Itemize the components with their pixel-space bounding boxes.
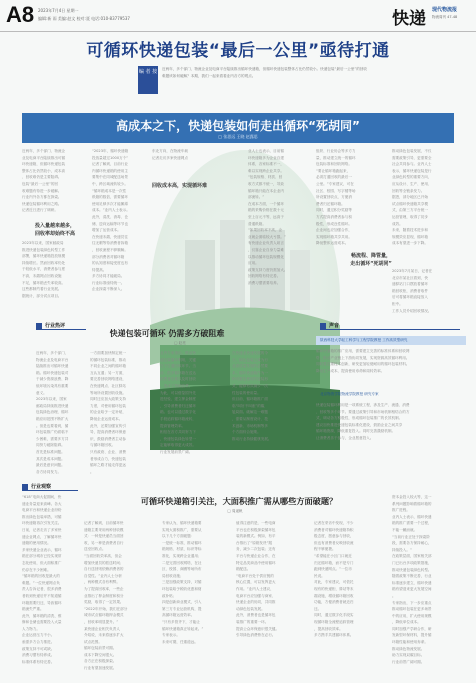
section-name: 快递 — [392, 9, 426, 29]
left-subhead: 投入量越来越多， 回收率却始终不高 — [34, 223, 75, 237]
issue-date: 2023年7月4日 星期一 — [38, 8, 79, 13]
middle-subhead: 回收成本高，实现循环难 — [152, 183, 208, 189]
voice-panel — [316, 330, 466, 485]
page-headline: 可循环快递包装“最后一公里”亟待打通 — [86, 41, 390, 61]
commentary-col-2: 一方面要加快制定统一 的循环包装标准，推动 不同企业之间的循环箱 互认互通；另一方面， 要完善回收网络建设， 在快递网点、社区驿站 等场所设置回收设施。 同时还应加大政策支持 力度，对使用循环包装 的企业给予一定补贴， 降低企业运营成本。 此外，还要加强宣传引 导，提高消费者环保意 识，鼓励消费者主动参 与循环箱回收。 只有政府、企业、消费 者形成合力，快递包装 循环之路才能走得更远 。 — [90, 351, 126, 474]
right-column-text-2: 2023年7月某日，记者在 北京市某社区看到，快 递驿站门口摆放着循环 箱回收柜，消费者取件 后可将循环箱直接放入 柜中。 工作人员介绍回收情况。 — [392, 269, 433, 313]
section-marker-icon — [36, 323, 42, 329]
commentary-col-4: 在快递业快速发展的今 天，绿色包装已成为行 业高质量发展的必然要 求。循环快递箱作为一 种可重复使用的包装形 式，能够有效减少一次 性包装的使用量。 但目前，循环箱推广面 临“叫好不叫座”的尴 尬局面。破解这一难题 ，需要从制度设计、技 术创新、市场机制等多 个方面综合施策。 推动行业持续健康发展。 — [232, 351, 272, 441]
watch-col-5: 记者在采访中发现，不少 消费者对循环快递箱持积 极态度，愿意参与回收， 但也有消费者反映回收流 程不够便捷。 “希望能在小区门口就近 归还循环箱，而不是专门 跑到快递网点。”一位市 民说。 对此，专家建议，可依托 现有的快递柜、驿站等末 端设施，增设循环箱回收 功能，方便消费者就近归 还。 同时，通过数字化手段实 现循环箱全流程追踪管理 ，提高回收效率。 多方携手共建循环体系。 — [314, 521, 354, 638]
watch-col-1: “618”电商大促期间，快 递业务量迎来高峰。各大 电商平台和快递企业纷纷 推出绿色包装举措，可循 环快递箱再次引发关注。 日前，记者走访了多家快 递企业网点，了解循环快 递箱的使用情况。 多家快递企业表示，循环 箱在部分城市已经实现常 态化使用，但大面积推广 仍存在不少困难。 “循环箱的回收是最大的 难题。”一位快递网点负 责人告诉记者，很多消费 者收到快递后并不知道循 环箱需要归还，导致循环 箱流失严重。 此外，循环箱的清洗、维 修和仓储也需要投入大量 人力物力。 企业运营压力不小。 亟需多方合力推进。 政策支持不可或缺。 消费习惯有待养成。 标准体系有待完善。 — [22, 495, 62, 664]
page-number: A8 — [6, 2, 35, 27]
paper-logo: 现代物流报 — [432, 7, 458, 13]
section-marker-icon — [320, 323, 326, 329]
voice-text-1: 循环快递箱的推广应用，需要建立完善的标准体系和回收网 络，推动产业链上下游协同发展，实现资源高效循环利用。 同时要注重技术创新，研发更加轻便耐用的循环包装材料。 降低生产成本，提高使用寿命和周转效率。 — [316, 349, 410, 373]
feature-title: 高成本之下，快递包装如何走出循环“死胡同” — [116, 119, 360, 133]
editor-note: 近两年，多个部门、物流企业及电商平台陆续推出循环快递箱，但循环快递包装整体占比仍然较小。快递包装“最后一公里”的回收难题该如何破解？本期，我们一起来看看业内各方的观点。 — [162, 67, 367, 78]
watch-title: 可循环快递箱引关注，大面积推广需从哪些方面破题？ — [140, 496, 338, 506]
masthead — [0, 0, 476, 32]
section-marker-icon — [22, 484, 28, 490]
center-text: 东北方向，在物流车载 记者走访多家快递网点 — [152, 149, 188, 160]
feature-banner — [22, 113, 454, 143]
editor-credits: 编辑:新 雨 美编:赵文 校对:聂 电话:010-83779537 — [38, 16, 130, 21]
voice-label: 声音 — [320, 322, 460, 330]
far-right-text: 推动绿色包装发展，不仅 需要政策引导，更需要全 社会共同参与。业内人士 表示，循环快递包装是行 业绿色转型的重要方向， 应从设计、生产、使用、 回收等全链条发力。 据悉，部分地区已开始 试点循环快递箱共享模 式，由第三方平台统一 运营管理，取得了初步 成效。 未来，随着技术进步和 规模效应显现，循环箱 成本有望进一步下降。 — [392, 149, 432, 246]
commentary-col-3: 业内专家指出，推动快 递包装循环利用，关键 在于打通回收环节。当 前，很多循环箱在送达 消费者后难以及时回收 ，造成了资源浪费。 为此，可以借鉴国外先 进经验，建立押金制度 ，引导消费者归还循环 箱。也可以通过数字化 手段追踪循环箱流转， 提高管理效率。 相信在各方共同努力下 ，快递包装绿色转型一 定能够取得更大成效。 行业发展前景广阔。 — [160, 351, 196, 454]
left-column-text-2: 2023年以来，国家邮政局 推进快递包装绿色转型工作 部署，循环快递箱投放规模 持续增长。然而回收率仍处 于较低水平，消费者参与度 不高，末端网点回收设施 不足，循环箱丢失率较高。 这些都制约着行业发展。 据统计，部分试点项目。 — [22, 241, 66, 298]
commentary-col-1: 近两年，多个部门、 物流企业及电商平台 陆续推出可循环快递 箱。循环快递包装对 于减少资源浪费、降 低环境污染具有重要 意义。 2023年以来，国家 邮政局持续推进快递 包装绿色治理，循环 箱应用范围不断扩大 。但是也要看到，循 环包装推广仍面临不 少困难，需要多方共 同努力破除阻碍。 首先是标准问题。 其次是成本问题。 最后是意识问题。 各方协同发力。 — [36, 351, 69, 474]
watch-byline: □ 周遥帆 — [227, 509, 243, 513]
feature-author: □ 张思远 王晓 赵露思 — [218, 134, 258, 139]
watch-col-4: 值得注意的是，一些电商 平台也在积极探索循环包 装的新模式。例如，有平 台推出了“原箱发货”服 务，减少二次包装；还有 平台与快递企业合作，在 特定品类商品中使用循环 箱配送。 “电商平台处于供应链的 核心位置，可以发挥更大 作用。”业内人士建议， 电商平台应加强与商家、 快递企业的协同，共同推 动绿色包装发展。 此外，消费者也是循环包 装推广的重要一环。 提高公众环保意识很关键。 引导绿色消费势在必行。 — [236, 521, 280, 638]
center-left-text: “2023年，循环快递箱 投放量超过1000万个” 记者了解到，目前行业 内循环快递箱的使用主 要集中在同城配送场景 中，跨区域流转较少。 “循环箱成本是一次性 纸箱的数倍，需要循环 使用足够多次才能摊薄 成本。”业内人士表示。 此外，清洗、消毒、仓 储、逆向运输等环节也 增加了运营成本。 在快递末端，快递员往 往无暇等待消费者拆箱 ，回收流程不够顺畅。 部分消费者对循环箱 的认知度和接受度也有 待提高。 多方协同才能破局。 行业标准亟待统一。 企业探索不断深入。 — [92, 149, 130, 292]
watch-col-2: 记者了解到，目前循环快 递箱主要采用两种回收模 式：一种是快递员当面回 收，另一种是消费者自行 送至回收点。 “当面回收效率高，但会 增加快递员的派送时间； 自行送回则依赖消费者的 自觉性。”业内人士分析 ，两种模式各有利弊。 为了提高回收率，一些企 业推出了押金制度和积分 奖励，取得了一定效果。 “2022年开始，我们在部分 城市试点循环箱押金模式 ，回收率明显提升。” 某快递企业相关负责人 介绍说，未来将逐步扩大 试点范围。 循环包装前景可期。 成本下降空间很大。 各方正在积极探索。 行业有望加速发展。 — [84, 521, 128, 671]
page-info: 物流周刊 47-48 — [432, 15, 458, 19]
watch-col-3: 专家认为，循环快递箱要 实现大面积推广，需要从 以下几个方面破题： 一是统一标准，推动循环 箱规格、材质、标识等标 准化，实现跨企业通用； 二是完善回收网络，在社 区、校园、商圈等场所布 局回收设施； 三是加强政策支持，对循 环包装给予税收优惠和财 政补贴； 四是创新商业模式，引入 第三方专业运营机构，提 高循环箱运营效率。 “只有多管齐下，才能让 循环快递箱真正转起来。” 专家表示。 未来可期，任重道远。 — [162, 521, 204, 644]
voice-text-2: 快递包装循环利用是一项系统工程，涉及生产、流通、消费 、回收等多个环节。要通过政策引导和市场机制相结合的方 式，调动各方积极性，形成循环包装推广的长效机制。 建议加快推进快递包装标准化建设，鼓励企业之间共享 循环箱资源，降低重复投入。同时完善激励机制。 让消费者乐于参与，企业愿意投入。 — [316, 403, 410, 440]
right-subhead: 畅流程、降管量， 走出循环“死胡同” — [350, 253, 392, 267]
voice-speaker-1: 陕西科技大学轻工科学与工程学院教授 工作高效型研究 — [316, 336, 466, 345]
watch-label: 行业观察 — [22, 483, 78, 491]
editor-note-label: 编 者 按 — [138, 66, 158, 94]
commentary-label: 行业热评 — [36, 322, 86, 330]
voice-speaker-2: 北京物资学院物流学院教授 研究专家 — [320, 392, 379, 396]
right-column-text: 组织、行业协会等多方力 量，推动建立统一的循环 包装标准和回收网络。 “要让循环箱跑起来， 必须打通回收的最后一 公里。”专家建议，可在 社区、校园、写字楼等场 所设置回收点，方便消 费者归还循环箱。 同时，通过积分奖励等 方式提高消费者参与积 极性，形成良性循环。 企业间也应加强合作， 实现循环箱共享共用。 降低整体运营成本。 — [316, 149, 356, 246]
center-right-text: 业人士也表示，目前循 环快递箱多为企业自建 体系，各家标准不一， 难以实现跨企业共享。 “包装规格、材质、回 收方式都不统一，导致 循环箱只能在本企业内 部流转。” 在成本方面，一个循环 箱的采购价格在数十元 至上百元不等，远高于 普通纸箱。 “如果回收率不高，企 业就会面临较大亏损。” 有快递企业负责人坦言 ，仅靠企业自身力量难 以推动循环包装规模化 应用。 政策支持力度仍需加大。 回收网络有待完善。 消费习惯需要培养。 — [248, 149, 288, 285]
commentary-title: 快递包装可循环 仍需多方破阻难 — [109, 329, 225, 338]
watch-col-6: 资本金投入较大等，这一 系列问题影响着循环箱的 推广进程。 业内人士表示，循环快递 箱的推广需要一个过程， 不能一蹴而就。 “当前行业正处于探索阶 段，需要各方保持耐心， 持续投入。” 在政策层面，国家相关部 门已出台多项政策措施， 推动快递包装绿色转型。 随着政策不断完善，行业 标准逐步建立，循环快递 箱有望迎来更大发展空间 。 专家指出，下一步应重点 推动循环包装在更多场景 中的应用，扩大使用规模 ，降低单位成本。 同时加强产学研合作，研 发新型环保材料，提升循 环箱性能和使用寿命。 推动绿色物流发展。 助力实现双碳目标。 行业前景广阔可期。 — [392, 495, 432, 664]
commentary-byline: □ 赵亮 — [174, 341, 186, 345]
left-column-text: 近两年，多个部门、物流企 业及电商平台陆续推出可循 环快递箱，但循环快递包装 整体占比仍然较小，成本高 、回收难仍是主要阻碍。 包装“最后一公里”的回 收难题有待进一步破解。 行业内外各方都在探索。 快递包装循环利用之路。 记者近日进行了调研。 — [22, 149, 66, 213]
